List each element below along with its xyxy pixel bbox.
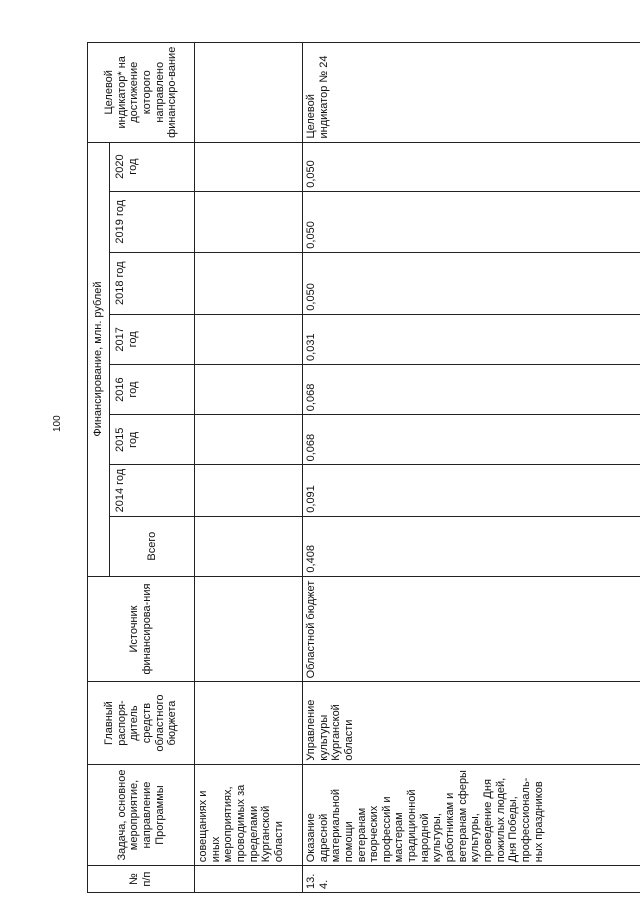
header-year-2020: 2020 год — [110, 142, 195, 191]
header-year-2015: 2015 год — [110, 415, 195, 465]
row-num: 13.4. — [303, 866, 640, 893]
row-num — [195, 866, 303, 893]
row-value-2018: 0,050 — [303, 252, 640, 314]
row-value-2020 — [195, 142, 303, 191]
row-value-2016 — [195, 364, 303, 414]
header-manager: Главный распоря-дитель средств областного бюджета — [88, 682, 195, 764]
header-financing: Финансирование, млн. рублей — [88, 142, 110, 576]
row-target: Целевой индикатор № 24 — [303, 43, 640, 143]
row-manager — [195, 682, 303, 764]
row-value-2018 — [195, 252, 303, 314]
header-year-2017: 2017 год — [110, 314, 195, 364]
row-total: 0,408 — [303, 516, 640, 576]
row-source — [195, 576, 303, 682]
row-value-2015: 0,068 — [303, 415, 640, 465]
header-year-2018: 2018 год — [110, 252, 195, 314]
row-value-2016: 0,068 — [303, 364, 640, 414]
row-value-2019: 0,050 — [303, 191, 640, 252]
row-task: Оказание адресной материальной помощи ветеранам творческих профессий и мастерам традиционной народной культуры, работникам и ветеранам сферы культуры, проведение Дня пожилых людей, Дня Победы, профессиональ-ных праздников — [303, 764, 640, 866]
row-value-2014: 0,091 — [303, 465, 640, 516]
header-task: Задача, основное мероприятие, направление Программы — [88, 764, 195, 866]
row-value-2015 — [195, 415, 303, 465]
rotated-table-wrapper — [87, 42, 640, 893]
financing-table — [87, 42, 640, 893]
row-target — [195, 43, 303, 143]
row-task: совещаниях и иных мероприятиях, проводимых за пределами Курганской области — [195, 764, 303, 866]
row-total — [195, 516, 303, 576]
table-row — [303, 43, 640, 893]
row-manager: Управление культуры Курганской области — [303, 682, 640, 764]
header-total: Всего — [110, 516, 195, 576]
header-year-2014: 2014 год — [110, 465, 195, 516]
row-value-2017: 0,031 — [303, 314, 640, 364]
row-value-2020: 0,050 — [303, 142, 640, 191]
header-target: Целевой индикатор* на достижение которого направлено финансиро-вание — [88, 43, 195, 143]
header-year-2019: 2019 год — [110, 191, 195, 252]
row-value-2019 — [195, 191, 303, 252]
row-value-2014 — [195, 465, 303, 516]
row-value-2017 — [195, 314, 303, 364]
header-year-2016: 2016 год — [110, 364, 195, 414]
header-num: № п/п — [88, 866, 195, 893]
page-number: 100 — [52, 415, 63, 432]
header-source: Источник финансирова-ния — [88, 576, 195, 682]
row-source: Областной бюджет — [303, 576, 640, 682]
table-row — [195, 43, 303, 893]
